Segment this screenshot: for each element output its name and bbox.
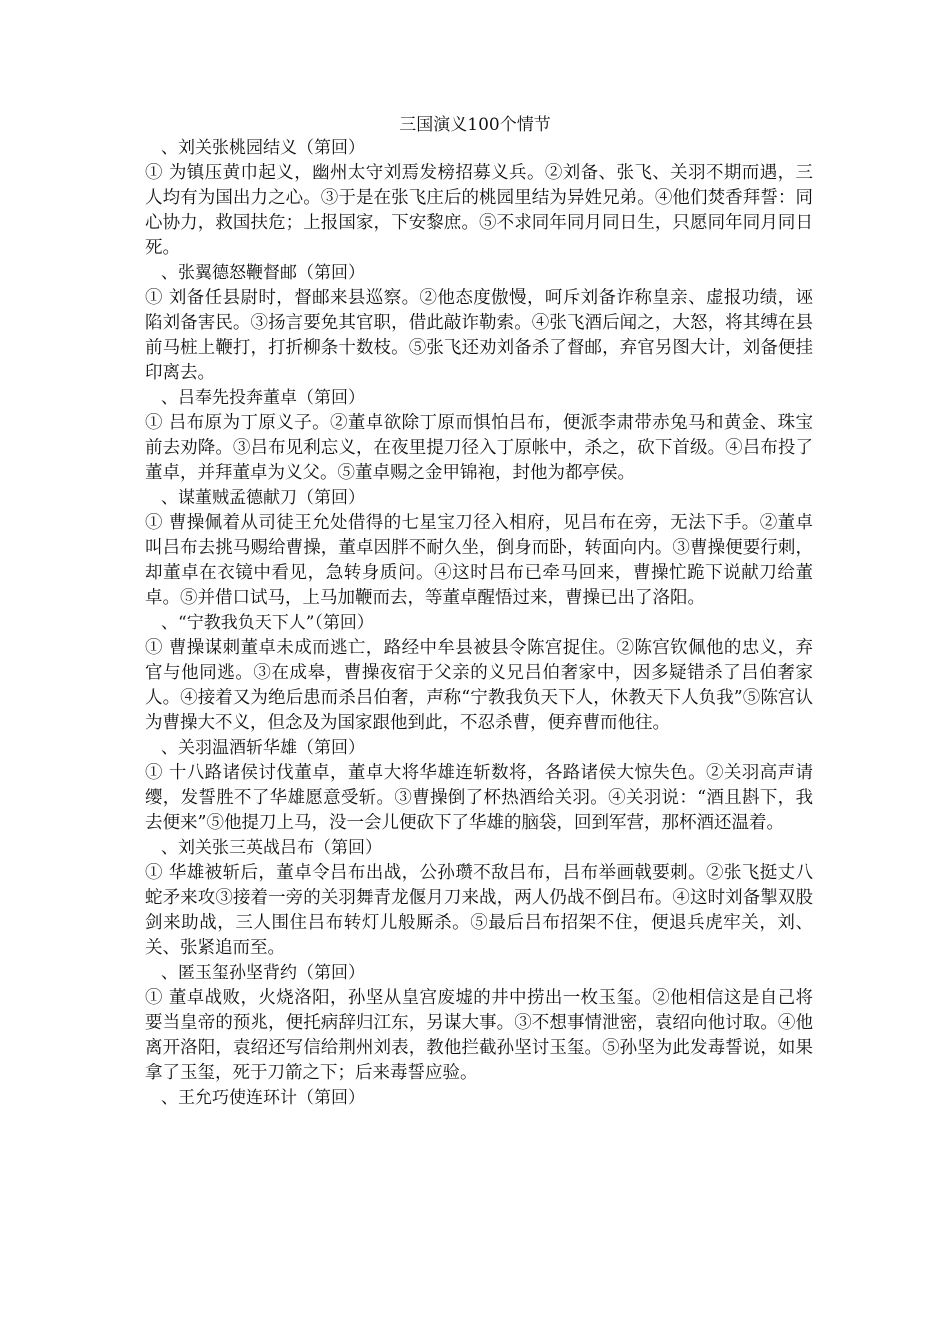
section-heading: 、刘关张桃园结义（第回） [161,138,365,158]
document-title: 三国演义100个情节 [399,115,551,135]
section-body: ① 吕布原为丁原义子。②董卓欲除丁原而惧怕吕布，便派李肃带赤兔马和黄金、珠宝前去劝降。③吕布见利忘义，在夜里提刀径入丁原帐中，杀之，砍下首级。④吕布投了董卓，并拜董卓为义父。⑤董卓赐之金甲锦袍，封他为都亭侯。 [145,413,813,483]
section-body: ① 曹操佩着从司徒王允处借得的七星宝刀径入相府，见吕布在旁，无法下手。②董卓叫吕布去挑马赐给曹操，董卓因胖不耐久坐，倒身而卧，转面向内。③曹操便要行刺，却董卓在衣镜中看见，急转身质问。④这时吕布已牵马回来，曹操忙跪下说献刀给董卓。⑤并借口试马，上马加鞭而去，等董卓醒悟过来，曹操已出了洛阳。 [145,513,813,608]
section-body: ① 曹操谋刺董卓未成而逃亡，路经中牟县被县令陈宫捉住。②陈宫钦佩他的忠义，弃官与他同逃。③在成皋，曹操夜宿于父亲的义兄吕伯奢家中，因多疑错杀了吕伯奢家人。④接着又为绝后患而杀吕伯奢，声称“宁教我负天下人，休教天下人负我”⑤陈宫认为曹操大不义，但念及为国家跟他到此，不忍杀曹，便弃曹而他往。 [145,638,813,733]
section-heading: 、吕奉先投奔董卓（第回） [161,388,365,408]
section-body: ① 董卓战败，火烧洛阳，孙坚从皇宫废墟的井中捞出一枚玉玺。②他相信这是自己将要当皇帝的预兆，便托病辞归江东，另谋大事。③不想事情泄密，袁绍向他讨取。④他离开洛阳，袁绍还写信给荆州刘表，教他拦截孙坚讨玉玺。⑤孙坚为此发毒誓说，如果拿了玉玺，死于刀箭之下；后来毒誓应验。 [145,988,813,1083]
section-heading: 、王允巧使连环计（第回） [161,1088,365,1108]
section-body: ① 刘备任县尉时，督邮来县巡察。②他态度傲慢，呵斥刘备诈称皇亲、虚报功绩，诬陷刘备害民。③扬言要免其官职，借此敲诈勒索。④张飞酒后闻之，大怒，将其缚在县前马桩上鞭打，打折柳条十数枝。⑤张飞还劝刘备杀了督邮，弃官另图大计，刘备便挂印离去。 [145,288,813,383]
section-body: ① 华雄被斩后，董卓令吕布出战，公孙瓒不敌吕布，吕布举画戟要刺。②张飞挺丈八蛇矛来攻③接着一旁的关羽舞青龙偃月刀来战，两人仍战不倒吕布。④这时刘备掣双股剑来助战，三人围住吕布转灯儿般厮杀。⑤最后吕布招架不住，便退兵虎牢关，刘、关、张紧追而至。 [145,863,813,958]
section-heading: 、张翼德怒鞭督邮（第回） [161,263,365,283]
section-body: ① 十八路诸侯讨伐董卓，董卓大将华雄连斩数将，各路诸侯大惊失色。②关羽高声请缨，发誓胜不了华雄愿意受斩。③曹操倒了杯热酒给关羽。④关羽说：“酒且斟下，我去便来”⑤他提刀上马，没一会儿便砍下了华雄的脑袋，回到军营，那杯酒还温着。 [145,763,813,833]
section-body: ① 为镇压黄巾起义，幽州太守刘焉发榜招募义兵。②刘备、张飞、关羽不期而遇，三人均有为国出力之心。③于是在张飞庄后的桃园里结为异姓兄弟。④他们焚香拜誓：同心协力，救国扶危；上报国家，下安黎庶。⑤不求同年同月同日生，只愿同年同月同日死。 [145,163,813,258]
section-heading: 、刘关张三英战吕布（第回） [161,838,382,858]
document-content [145,136,813,1111]
section-heading: 、谋董贼孟德献刀（第回） [161,488,365,508]
section-heading: 、“宁教我负天下人”（第回） [161,613,374,633]
section-heading: 、关羽温酒斩华雄（第回） [161,738,365,758]
section-heading: 、匿玉玺孙坚背约（第回） [161,963,365,983]
